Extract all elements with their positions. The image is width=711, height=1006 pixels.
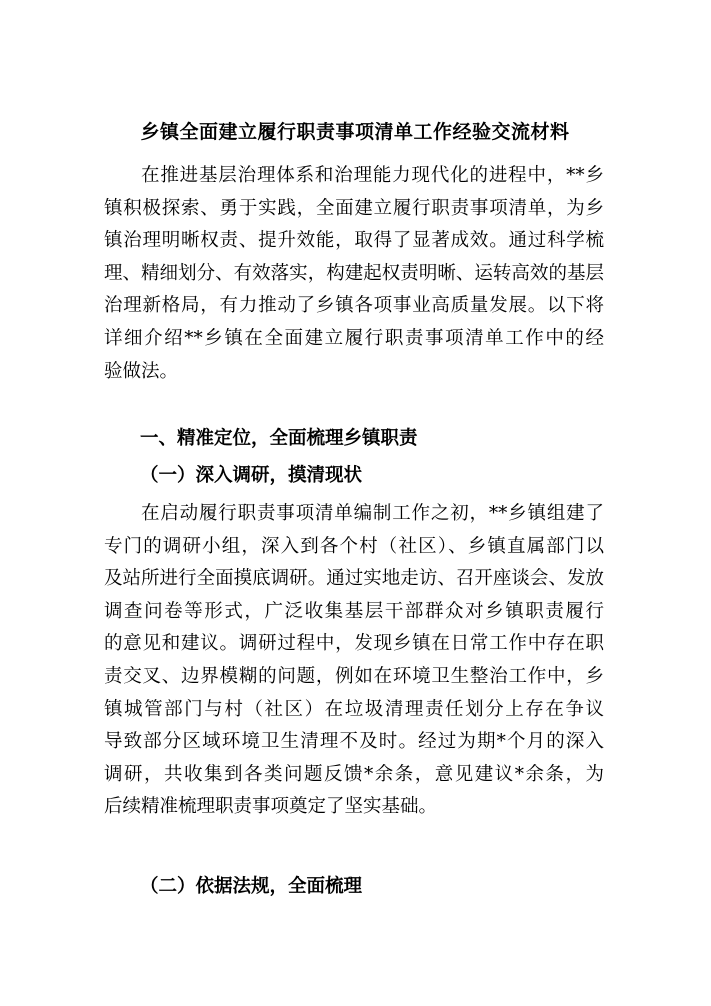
intro-line: 在推进基层治理体系和治理能力现代化的进程中，**乡: [141, 165, 604, 186]
subsection-1-heading: （一）深入调研，摸清现状: [140, 465, 363, 486]
body-line: 责交叉、边界模糊的问题，例如在环境卫生整治工作中，乡: [104, 665, 604, 687]
body-line: 镇城管部门与村（社区）在垃圾清理责任划分上存在争议: [104, 698, 604, 720]
intro-line: 镇治理明晰权责、提升效能，取得了显著成效。通过科学梳: [104, 230, 604, 252]
body-line: 在启动履行职责事项清单编制工作之初，**乡镇组建了: [141, 503, 604, 524]
intro-line: 镇积极探索、勇于实践，全面建立履行职责事项清单，为乡: [104, 197, 604, 219]
body-line: 的意见和建议。调研过程中，发现乡镇在日常工作中存在职: [104, 633, 604, 655]
document-title: 乡镇全面建立履行职责事项清单工作经验交流材料: [140, 121, 570, 143]
intro-line: 详细介绍**乡镇在全面建立履行职责事项清单工作中的经: [104, 327, 604, 349]
body-line: 后续精准梳理职责事项奠定了坚实基础。: [104, 796, 438, 818]
intro-paragraph: [104, 160, 604, 388]
section-1-heading: 一、精准定位，全面梳理乡镇职责: [140, 428, 418, 449]
intro-line: 治理新格局，有力推动了乡镇各项事业高质量发展。以下将: [104, 295, 604, 317]
body-line: 专门的调研小组，深入到各个村（社区）、乡镇直属部门以: [104, 535, 604, 557]
body-line: 及站所进行全面摸底调研。通过实地走访、召开座谈会、发放: [104, 568, 604, 590]
body-line: 调研，共收集到各类问题反馈*余条，意见建议*余条，为: [104, 763, 604, 785]
intro-line: 理、精细划分、有效落实，构建起权责明晰、运转高效的基层: [104, 262, 604, 284]
subsection-2-heading: （二）依据法规，全面梳理: [140, 876, 363, 897]
subsection-1-paragraph: [104, 498, 604, 824]
intro-line: 验做法。: [104, 360, 179, 382]
body-line: 调查问卷等形式，广泛收集基层干部群众对乡镇职责履行: [104, 600, 604, 622]
body-line: 导致部分区域环境卫生清理不及时。经过为期*个月的深入: [104, 731, 604, 753]
